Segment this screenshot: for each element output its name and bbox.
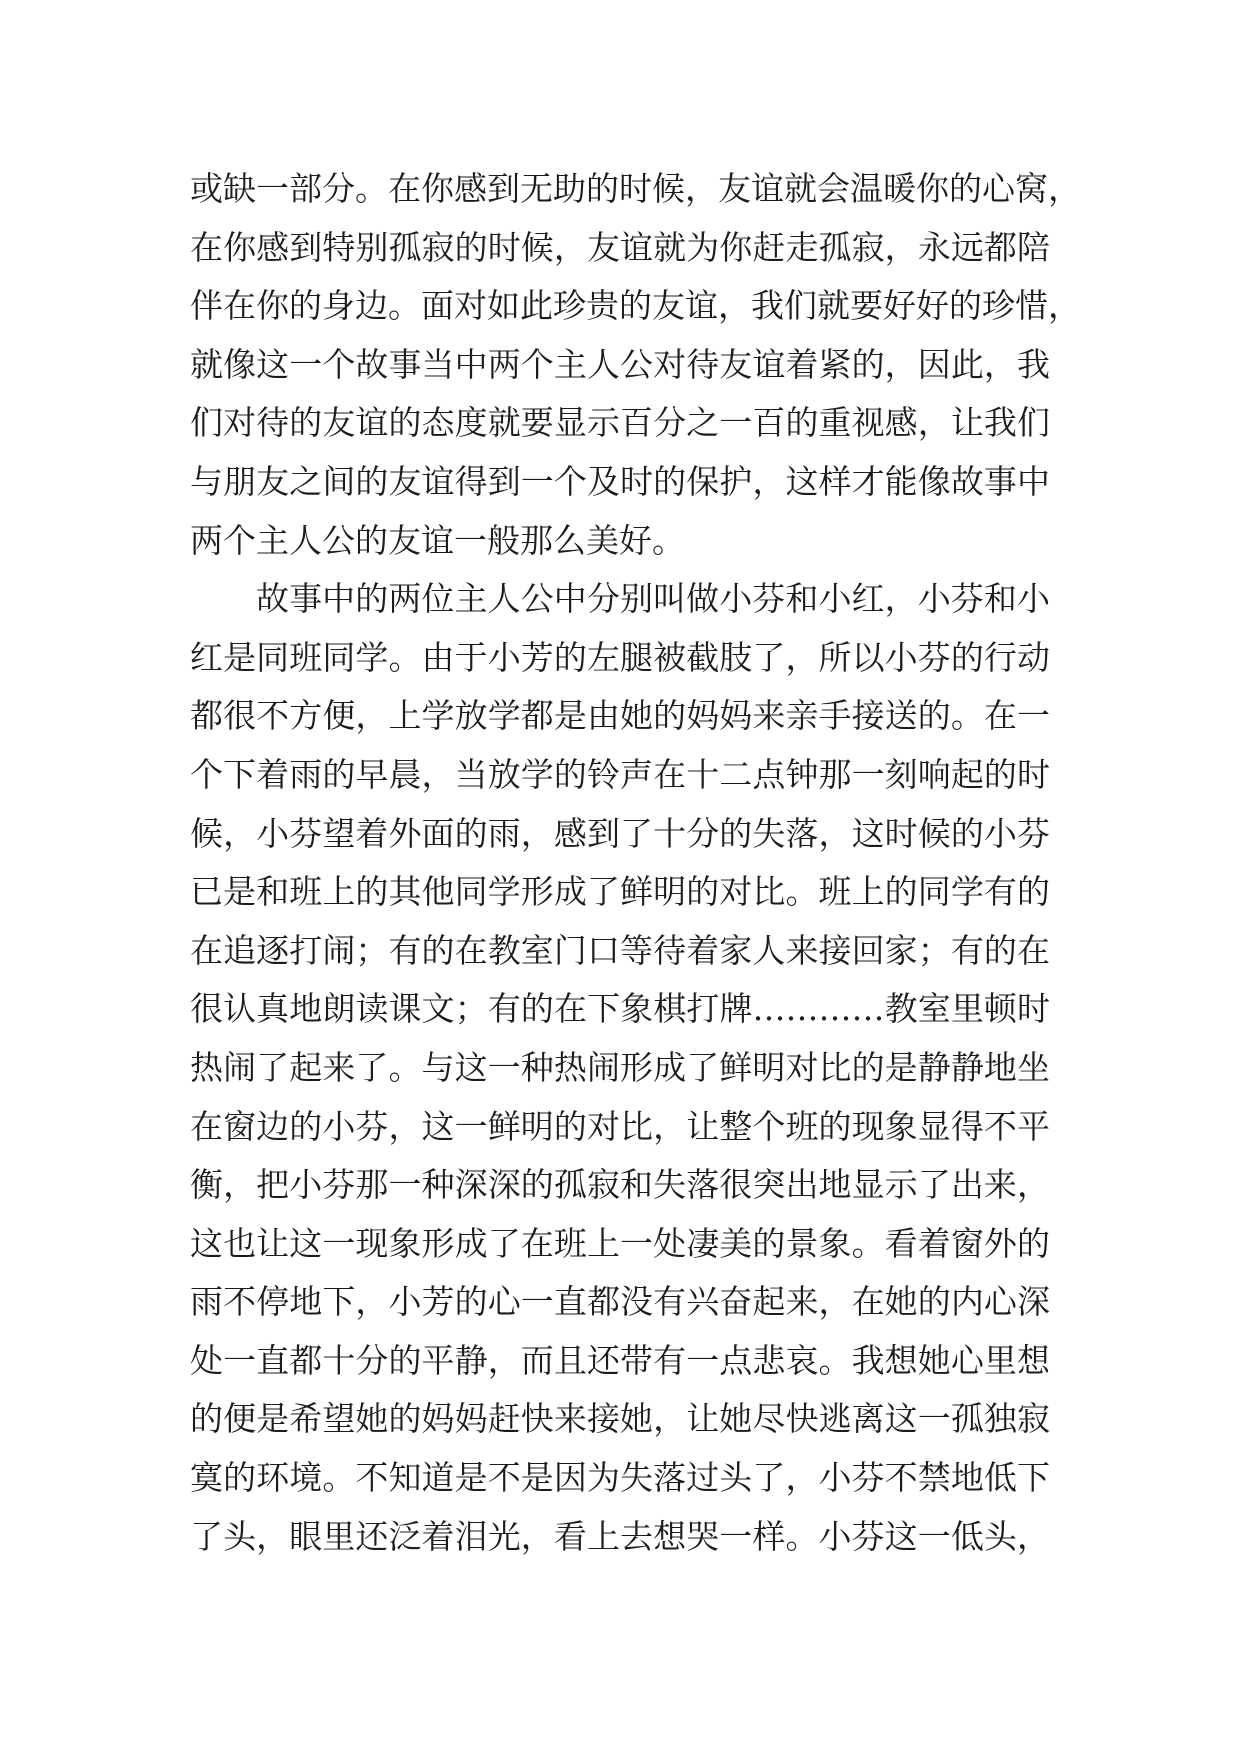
text-line: 们对待的友谊的态度就要显示百分之一百的重视感，让我们 — [190, 403, 1050, 443]
text-line: 个下着雨的早晨，当放学的铃声在十二点钟那一刻响起的时 — [190, 754, 1050, 794]
text-line: 或缺一部分。在你感到无助的时候，友谊就会温暖你的心窝， — [190, 169, 1081, 208]
text-line: 衡，把小芬那一种深深的孤寂和失落很突出地显示了出来， — [190, 1165, 1050, 1205]
text-line: 候，小芬望着外面的雨，感到了十分的失落，这时候的小芬 — [190, 813, 1050, 853]
paragraph-2 — [190, 570, 1050, 1566]
text-line: 故事中的两位主人公中分别叫做小芬和小红，小芬和小 — [256, 579, 1050, 619]
text-line: 的便是希望她的妈妈赶快来接她，让她尽快逃离这一孤独寂 — [190, 1399, 1050, 1439]
text-line: 就像这一个故事当中两个主人公对待友谊着紧的，因此，我 — [190, 344, 1050, 384]
text-line: 在窗边的小芬，这一鲜明的对比，让整个班的现象显得不平 — [190, 1106, 1050, 1146]
text-line: 红是同班同学。由于小芳的左腿被截肢了，所以小芬的行动 — [190, 637, 1050, 677]
text-line: 很认真地朗读课文；有的在下象棋打牌…………教室里顿时 — [190, 989, 1050, 1029]
text-line: 处一直都十分的平静，而且还带有一点悲哀。我想她心里想 — [190, 1340, 1050, 1380]
text-line: 在你感到特别孤寂的时候，友谊就为你赶走孤寂，永远都陪 — [190, 227, 1050, 267]
text-line: 热闹了起来了。与这一种热闹形成了鲜明对比的是静静地坐 — [190, 1047, 1050, 1087]
paragraph-1 — [190, 160, 1081, 570]
text-line: 这也让这一现象形成了在班上一处凄美的景象。看着窗外的 — [190, 1223, 1050, 1263]
text-line: 伴在你的身边。面对如此珍贵的友谊，我们就要好好的珍惜， — [190, 286, 1081, 326]
text-line: 雨不停地下，小芳的心一直都没有兴奋起来，在她的内心深 — [190, 1282, 1050, 1322]
text-line: 已是和班上的其他同学形成了鲜明的对比。班上的同学有的 — [190, 872, 1050, 912]
text-line: 寞的环境。不知道是不是因为失落过头了，小芬不禁地低下 — [190, 1458, 1050, 1498]
text-line: 了头，眼里还泛着泪光，看上去想哭一样。小芬这一低头， — [190, 1516, 1050, 1556]
text-line: 两个主人公的友谊一般那么美好。 — [190, 520, 685, 560]
text-line: 与朋友之间的友谊得到一个及时的保护，这样才能像故事中 — [190, 461, 1050, 501]
body-text — [190, 160, 1081, 1566]
text-line: 都很不方便，上学放学都是由她的妈妈来亲手接送的。在一 — [190, 696, 1050, 736]
text-line: 在追逐打闹；有的在教室门口等待着家人来接回家；有的在 — [190, 930, 1050, 970]
